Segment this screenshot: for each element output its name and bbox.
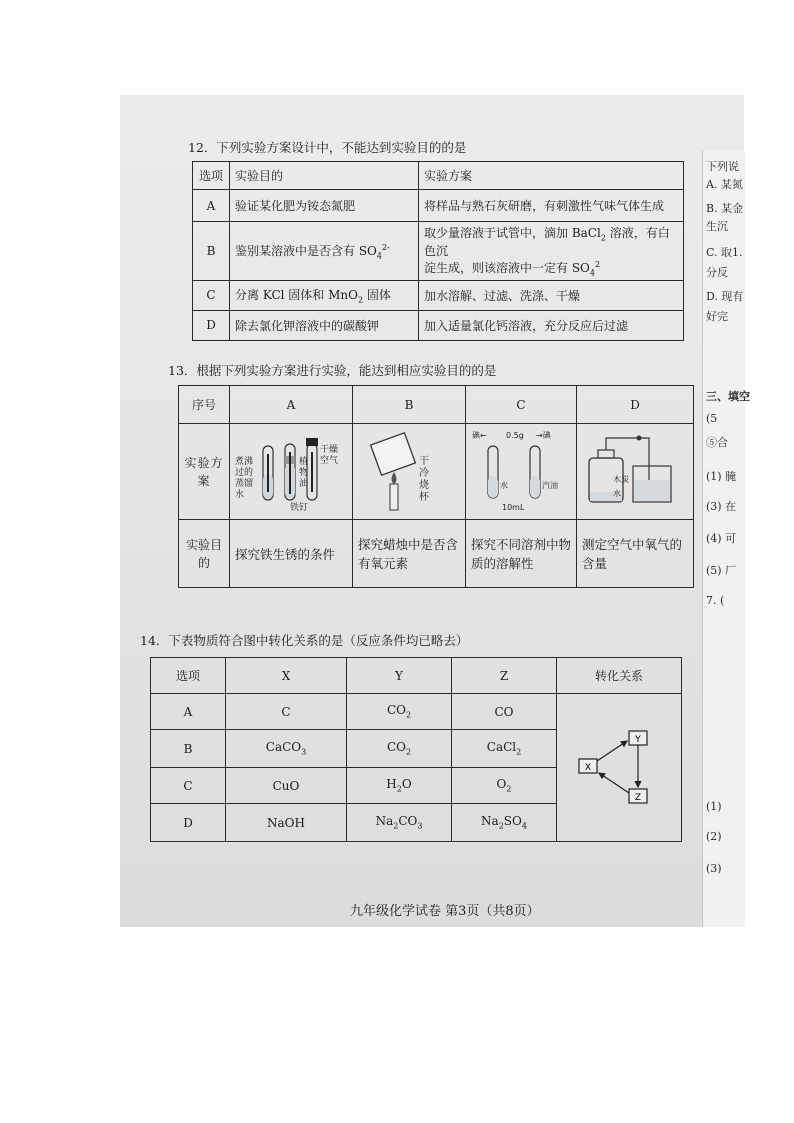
subscript: 2 xyxy=(357,295,364,305)
q12-stem: 12．下列实验方案设计中，不能达到实验目的的是 xyxy=(188,140,467,155)
fragment: B. 某金 xyxy=(706,202,744,215)
formula-text: Na xyxy=(481,814,499,829)
header-x: X xyxy=(226,658,347,694)
fragment: 三、填空 xyxy=(706,390,750,403)
svg-text:0.5g: 0.5g xyxy=(506,431,524,440)
solubility-tubes-icon xyxy=(466,424,566,516)
node-z-label: Z xyxy=(634,793,642,803)
option-header: D xyxy=(577,386,694,424)
formula-text: CO xyxy=(386,740,406,755)
y-cell xyxy=(347,768,452,804)
svg-text:水: 水 xyxy=(500,481,508,490)
node-y-label: Y xyxy=(635,735,641,745)
goal-cell: 除去氯化钾溶液中的碳酸钾 xyxy=(230,310,419,340)
superscript: 2 xyxy=(594,260,601,270)
subscript: 3 xyxy=(301,747,307,757)
subscript: 2 xyxy=(506,784,512,794)
subscript: 4 xyxy=(521,821,527,831)
plan-cell xyxy=(419,222,684,281)
subscript: 3 xyxy=(417,821,423,831)
plan-cell: 将样品与熟石灰研磨，有刺激性气味气体生成 xyxy=(419,190,684,222)
table-row xyxy=(193,162,684,190)
subscript: 2 xyxy=(405,710,412,720)
option-header: A xyxy=(230,386,353,424)
header-z: Z xyxy=(452,658,557,694)
svg-text:木炭: 木炭 xyxy=(613,475,629,484)
svg-text:植物油: 植物油 xyxy=(299,457,309,489)
table-row xyxy=(193,222,684,281)
goal-text: 鉴别某溶液中是否含有 SO xyxy=(235,243,377,258)
subscript: 2 xyxy=(498,821,504,831)
fragment: (1) xyxy=(706,800,722,813)
option-label: A xyxy=(193,190,230,222)
fragment: (1) 腌 xyxy=(706,470,737,483)
x-cell xyxy=(226,730,347,768)
svg-text:10mL: 10mL xyxy=(502,503,525,512)
subscript: 2 xyxy=(396,784,402,794)
goal-cell xyxy=(230,222,419,281)
subscript: 4 xyxy=(376,251,382,261)
superscript: 2- xyxy=(381,242,390,252)
apparatus-b xyxy=(353,424,466,520)
table-row xyxy=(179,520,694,588)
test-tube-apparatus-icon xyxy=(230,424,342,516)
table-row xyxy=(179,386,694,424)
adjacent-page-edge xyxy=(702,150,750,927)
subscript: 2 xyxy=(393,821,399,831)
purpose-a: 探究铁生锈的条件 xyxy=(230,520,353,588)
relation-diagram-cell xyxy=(557,694,682,842)
header-index: 序号 xyxy=(179,386,230,424)
svg-text:→碘: →碘 xyxy=(536,431,551,440)
formula-text: CO xyxy=(386,703,406,718)
fragment: (2) xyxy=(706,830,722,843)
purpose-b: 探究蜡烛中是否含有氧元素 xyxy=(353,520,466,588)
table-row xyxy=(193,310,684,340)
x-cell: C xyxy=(226,694,347,730)
fragment: (5) 厂 xyxy=(706,564,737,577)
row-label-purpose: 实验目的 xyxy=(179,520,230,588)
option-header: B xyxy=(353,386,466,424)
goal-text: 分离 KCl 固体和 MnO xyxy=(235,288,358,303)
table-row xyxy=(151,694,682,730)
y-cell xyxy=(347,730,452,768)
table-row xyxy=(179,424,694,520)
fragment: 下列说 xyxy=(706,160,739,173)
node-x-label: X xyxy=(584,763,592,773)
candle-beaker-icon xyxy=(353,424,455,516)
y-cell xyxy=(347,694,452,730)
fragment: (4) 可 xyxy=(706,532,737,545)
q13-table xyxy=(178,385,694,588)
q14-stem: 14．下表物质符合图中转化关系的是（反应条件均已略去） xyxy=(140,633,469,648)
row-label-plan: 实验方案 xyxy=(179,424,230,520)
fragment: (5 xyxy=(706,412,718,425)
option-header: C xyxy=(466,386,577,424)
arrow-x-to-y xyxy=(597,741,627,761)
subscript: 2 xyxy=(516,747,522,757)
apparatus-d xyxy=(577,424,694,520)
header-plan: 实验方案 xyxy=(419,162,684,190)
fragment: D. 现有 xyxy=(706,290,744,303)
goal-text: 固体 xyxy=(363,288,391,303)
header-relation: 转化关系 xyxy=(557,658,682,694)
formula-text: CO xyxy=(398,814,418,829)
table-row xyxy=(193,280,684,310)
z-cell xyxy=(452,730,557,768)
page-footer: 九年级化学试卷 第3页（共8页） xyxy=(350,904,540,919)
z-cell: CO xyxy=(452,694,557,730)
formula-text: CaCO xyxy=(265,740,302,755)
fragment: 7. ( xyxy=(706,594,725,607)
x-cell: CuO xyxy=(226,768,347,804)
photo-page xyxy=(120,95,750,927)
plan-text: 淀生成，则该溶液中一定有 SO xyxy=(424,261,590,276)
option-label: C xyxy=(151,768,226,804)
svg-text:汽油: 汽油 xyxy=(542,481,558,490)
goal-cell: 验证某化肥为铵态氮肥 xyxy=(230,190,419,222)
fragment: 生沉 xyxy=(706,220,728,233)
arrow-z-to-x xyxy=(599,773,629,793)
oxygen-measurement-icon xyxy=(577,424,681,516)
subscript: 2 xyxy=(600,233,606,243)
formula-text: SO xyxy=(503,814,522,829)
fragment: (3) 在 xyxy=(706,500,737,513)
formula-text: CaCl xyxy=(486,740,517,755)
table-row xyxy=(193,190,684,222)
fragment: C. 取1. xyxy=(706,246,743,259)
option-label: C xyxy=(193,280,230,310)
purpose-d: 测定空气中氧气的含量 xyxy=(577,520,694,588)
q14-table xyxy=(150,657,682,842)
apparatus-a xyxy=(230,424,353,520)
option-label: B xyxy=(193,222,230,281)
svg-text:碘←: 碘← xyxy=(472,431,487,440)
option-label: B xyxy=(151,730,226,768)
svg-text:干冷烧杯: 干冷烧杯 xyxy=(419,456,429,503)
option-label: A xyxy=(151,694,226,730)
q13-stem: 13．根据下列实验方案进行实验，能达到相应实验目的的是 xyxy=(168,363,497,378)
z-cell xyxy=(452,804,557,842)
svg-text:铁钉: 铁钉 xyxy=(290,503,309,513)
header-option: 选项 xyxy=(151,658,226,694)
plan-text: 溶液，有白色沉 xyxy=(424,226,670,259)
subscript: 2 xyxy=(405,747,412,757)
header-goal: 实验目的 xyxy=(230,162,419,190)
formula-text: O xyxy=(496,777,507,792)
svg-text:煮沸过的蒸馏水: 煮沸过的蒸馏水 xyxy=(235,457,254,500)
fragment: 好完 xyxy=(706,310,728,323)
plan-cell: 加入适量氯化钙溶液，充分反应后过滤 xyxy=(419,310,684,340)
fragment: ⑤合 xyxy=(706,436,728,449)
formula-text: O xyxy=(401,777,412,792)
plan-cell: 加水溶解、过滤、洗涤、干燥 xyxy=(419,280,684,310)
q12-table xyxy=(192,161,684,341)
svg-text:干燥空气: 干燥空气 xyxy=(320,445,339,466)
conversion-diagram xyxy=(559,701,679,831)
svg-text:水: 水 xyxy=(613,489,621,498)
table-row xyxy=(151,658,682,694)
y-cell xyxy=(347,804,452,842)
fragment: A. 某氮 xyxy=(706,178,743,191)
goal-cell xyxy=(230,280,419,310)
formula-text: H xyxy=(386,777,397,792)
plan-text: 取少量溶液于试管中，滴加 BaCl xyxy=(424,226,601,240)
option-label: D xyxy=(193,310,230,340)
subscript: 4 xyxy=(589,268,595,278)
x-cell: NaOH xyxy=(226,804,347,842)
header-y: Y xyxy=(347,658,452,694)
apparatus-c xyxy=(466,424,577,520)
fragment: 分反 xyxy=(706,266,728,279)
fragment: (3) xyxy=(706,862,722,875)
header-option: 选项 xyxy=(193,162,230,190)
option-label: D xyxy=(151,804,226,842)
purpose-c: 探究不同溶剂中物质的溶解性 xyxy=(466,520,577,588)
z-cell xyxy=(452,768,557,804)
formula-text: Na xyxy=(375,814,394,829)
